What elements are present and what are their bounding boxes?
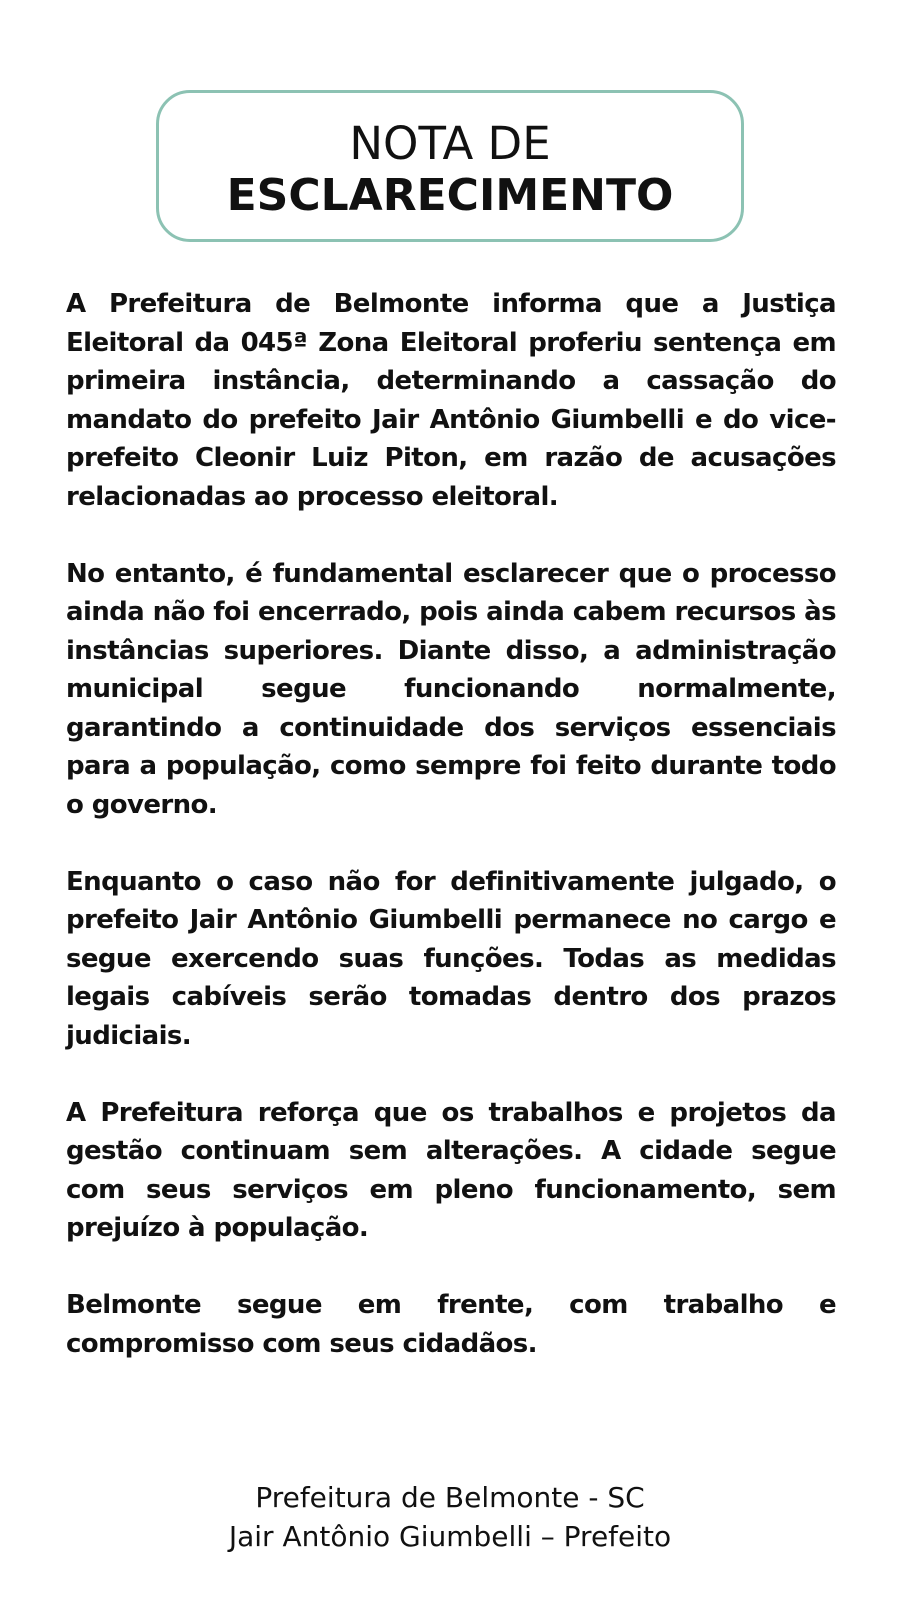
- title-line-2: ESCLARECIMENTO: [226, 170, 674, 221]
- title-box: [156, 90, 744, 242]
- paragraph-3: Enquanto o caso não for definitivamente julgado, o prefeito Jair Antônio Giumbelli permanece no cargo e segue exercendo suas funções. Todas as medidas legais cabíveis serão tomadas dentro dos prazos judiciais.: [66, 866, 836, 1051]
- note-body: [66, 285, 836, 1402]
- signature-line-1: Prefeitura de Belmonte - SC: [255, 1481, 645, 1514]
- signature: [0, 1478, 900, 1556]
- signature-line-2: Jair Antônio Giumbelli – Prefeito: [228, 1520, 672, 1553]
- paragraph-1: A Prefeitura de Belmonte informa que a Justiça Eleitoral da 045ª Zona Eleitoral proferiu sentença em primeira instância, determinando a cassação do mandato do prefeito Jair Antônio Giumbelli e do vice-prefeito Cleonir Luiz Piton, em razão de acusações relacionadas ao processo eleitoral.: [66, 289, 836, 512]
- paragraph-4: A Prefeitura reforça que os trabalhos e projetos da gestão continuam sem alterações. A cidade segue com seus serviços em pleno funcionamento, sem prejuízo à população.: [66, 1097, 836, 1243]
- title-line-1: NOTA DE: [349, 117, 551, 170]
- paragraph-2: No entanto, é fundamental esclarecer que o processo ainda não foi encerrado, pois ainda cabem recursos às instâncias superiores. Diante disso, a administração municipal segue funcionando normalmente, garantindo a continuidade dos serviços essenciais para a população, como sempre foi feito durante todo o governo.: [66, 558, 836, 820]
- paragraph-5: Belmonte segue em frente, com trabalho e compromisso com seus cidadãos.: [66, 1290, 836, 1359]
